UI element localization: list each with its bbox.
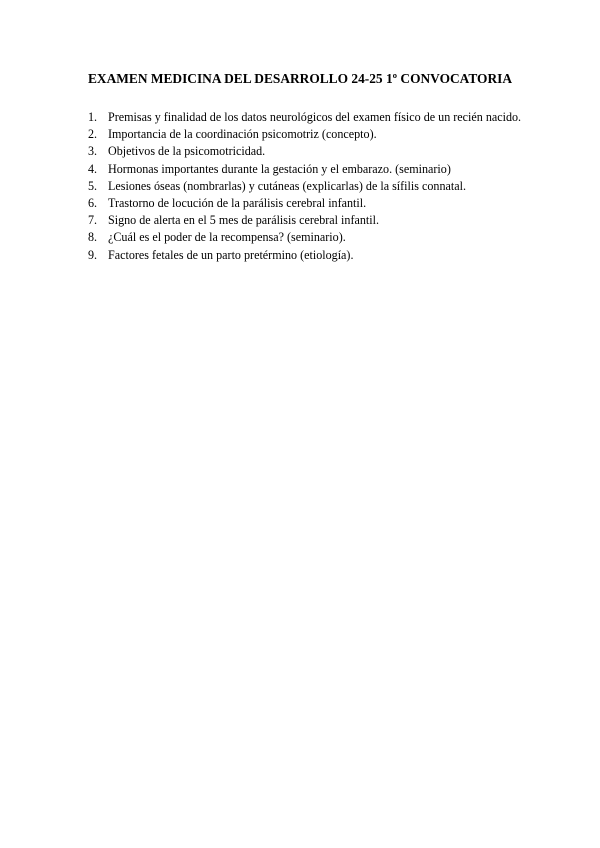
- question-number: 2.: [88, 127, 98, 142]
- question-number: 4.: [88, 161, 98, 176]
- question-text: Factores fetales de un parto pretérmino (etiología).: [108, 247, 354, 262]
- list-item: [82, 229, 532, 246]
- question-text: Premisas y finalidad de los datos neurológicos del examen físico de un recién nacido.: [108, 110, 522, 124]
- list-item: [82, 109, 532, 126]
- question-text: Importancia de la coordinación psicomotriz (concepto).: [108, 127, 377, 142]
- question-number: 7.: [88, 213, 98, 228]
- question-number: 9.: [88, 247, 98, 262]
- question-text: Lesiones óseas (nombrarlas) y cutáneas (explicarlas) de la sífilis connatal.: [108, 178, 466, 193]
- question-list: [82, 109, 532, 264]
- question-number: 5.: [88, 178, 98, 193]
- question-number: 8.: [88, 230, 98, 245]
- list-item: [82, 247, 532, 264]
- list-item: [82, 143, 532, 160]
- list-item: [82, 161, 532, 178]
- question-text: Trastorno de locución de la parálisis cerebral infantil.: [108, 196, 367, 211]
- question-number: 1.: [88, 110, 98, 124]
- question-text: ¿Cuál es el poder de la recompensa? (seminario).: [108, 230, 346, 245]
- question-number: 6.: [88, 196, 98, 211]
- question-number: 3.: [88, 144, 98, 159]
- question-text: Hormonas importantes durante la gestación y el embarazo. (seminario): [108, 161, 451, 176]
- question-text: Objetivos de la psicomotricidad.: [108, 144, 266, 159]
- list-item: [82, 195, 532, 212]
- list-item: [82, 126, 532, 143]
- question-text: Signo de alerta en el 5 mes de parálisis cerebral infantil.: [108, 213, 379, 228]
- document-title: EXAMEN MEDICINA DEL DESARROLLO 24-25 1º CONVOCATORIA: [87, 71, 512, 86]
- list-item: [82, 178, 532, 195]
- list-item: [82, 212, 532, 229]
